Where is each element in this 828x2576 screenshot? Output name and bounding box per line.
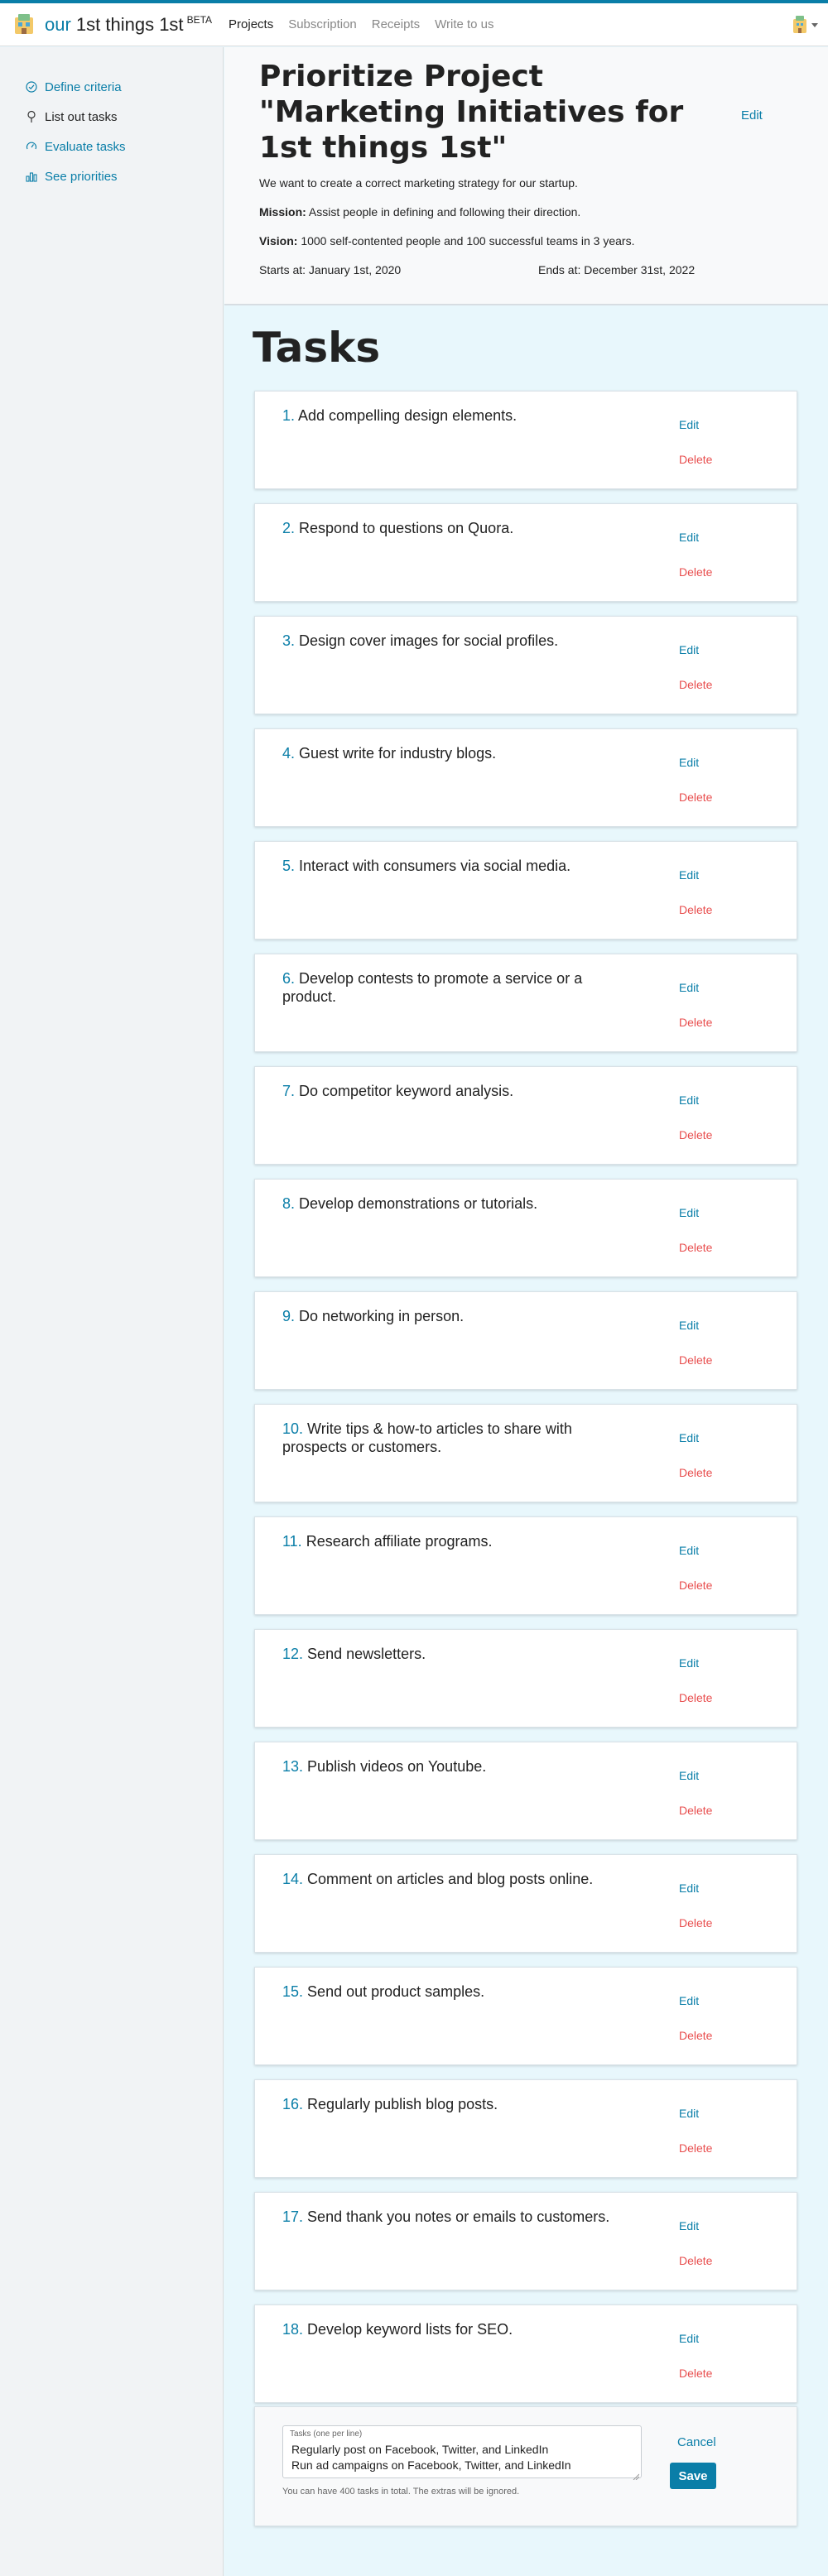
task-card <box>254 1854 797 1953</box>
navbar <box>0 3 828 46</box>
sidebar-item-label: Evaluate tasks <box>45 139 126 154</box>
delete-task-button[interactable]: Delete <box>679 791 713 804</box>
task-text <box>282 1194 638 1213</box>
edit-task-button[interactable]: Edit <box>679 2219 700 2232</box>
task-card <box>254 503 797 602</box>
edit-task-button[interactable]: Edit <box>679 868 700 882</box>
sidebar-nav <box>0 47 223 191</box>
vision-text: 1000 self-contented people and 100 successful teams in 3 years. <box>301 234 635 248</box>
sidebar-item-see-priorities[interactable] <box>25 161 223 191</box>
cancel-button[interactable]: Cancel <box>677 2435 716 2449</box>
task-card <box>254 391 797 489</box>
task-number: 14. <box>282 1871 304 1887</box>
task-text <box>282 632 638 650</box>
task-title: Send out product samples. <box>307 1983 485 2000</box>
task-number: 15. <box>282 1983 304 2000</box>
task-number: 2. <box>282 520 296 536</box>
task-number: 11. <box>282 1533 302 1550</box>
task-number: 3. <box>282 632 296 649</box>
task-text <box>282 2320 638 2338</box>
task-card <box>254 616 797 714</box>
brand-title: 1st things 1st <box>75 13 184 35</box>
project-header <box>224 47 828 305</box>
task-number: 12. <box>282 1646 304 1662</box>
task-card <box>254 1179 797 1277</box>
task-title: Regularly publish blog posts. <box>307 2096 498 2112</box>
task-title: Design cover images for social profiles. <box>299 632 559 649</box>
task-title: Comment on articles and blog posts online. <box>307 1871 594 1887</box>
task-text <box>282 1870 638 1888</box>
delete-task-button[interactable]: Delete <box>679 1241 713 1254</box>
vision-label: Vision: <box>259 234 298 248</box>
task-text <box>282 969 638 1006</box>
task-card <box>254 1967 797 2065</box>
task-card <box>254 2304 797 2403</box>
tasks-textarea-label: Tasks (one per line) <box>290 2429 363 2439</box>
project-start-date: Starts at: January 1st, 2020 <box>259 263 402 276</box>
edit-task-button[interactable]: Edit <box>679 1882 700 1895</box>
task-text <box>282 1420 638 1456</box>
sidebar <box>0 47 224 2576</box>
main-nav <box>229 17 509 31</box>
user-menu[interactable] <box>792 15 818 35</box>
edit-task-button[interactable]: Edit <box>679 2107 700 2120</box>
brand-prefix: our <box>45 13 71 35</box>
tasks-heading: Tasks <box>253 324 381 372</box>
save-button[interactable]: Save <box>670 2463 716 2489</box>
delete-task-button[interactable]: Delete <box>679 1691 713 1704</box>
mission-label: Mission: <box>259 205 306 219</box>
task-card <box>254 1742 797 1840</box>
nav-projects[interactable]: Projects <box>229 17 274 31</box>
brand-name <box>45 14 212 36</box>
edit-task-button[interactable]: Edit <box>679 1544 700 1557</box>
mission-text: Assist people in defining and following their direction. <box>308 205 581 219</box>
delete-task-button[interactable]: Delete <box>679 1016 713 1029</box>
task-title: Add compelling design elements. <box>298 407 518 424</box>
task-card <box>254 2192 797 2290</box>
delete-task-button[interactable]: Delete <box>679 678 713 691</box>
tasks-textarea[interactable] <box>282 2425 642 2478</box>
edit-task-button[interactable]: Edit <box>679 1206 700 1219</box>
task-number: 4. <box>282 745 296 762</box>
edit-task-button[interactable]: Edit <box>679 1431 700 1444</box>
task-list <box>254 391 797 2417</box>
delete-task-button[interactable]: Delete <box>679 1579 713 1592</box>
task-number: 1. <box>282 407 296 424</box>
delete-task-button[interactable]: Delete <box>679 453 713 466</box>
task-title: Interact with consumers via social media. <box>299 858 571 874</box>
sidebar-item-evaluate-tasks[interactable] <box>25 132 223 161</box>
add-tasks-form <box>254 2406 797 2526</box>
sidebar-item-label: List out tasks <box>45 109 118 124</box>
project-mission <box>259 205 580 219</box>
task-title: Respond to questions on Quora. <box>299 520 514 536</box>
task-number: 7. <box>282 1083 296 1099</box>
task-text <box>282 1757 638 1776</box>
delete-task-button[interactable]: Delete <box>679 565 713 579</box>
delete-task-button[interactable]: Delete <box>679 1353 713 1367</box>
edit-task-button[interactable]: Edit <box>679 2332 700 2345</box>
tasks-help-text: You can have 400 tasks in total. The extras will be ignored. <box>282 2487 520 2497</box>
edit-task-button[interactable]: Edit <box>679 1994 700 2007</box>
nav-subscription[interactable]: Subscription <box>288 17 357 31</box>
task-title: Send thank you notes or emails to customers. <box>307 2208 610 2225</box>
task-number: 8. <box>282 1195 296 1212</box>
task-text <box>282 1307 638 1325</box>
task-text <box>282 406 638 425</box>
delete-task-button[interactable]: Delete <box>679 903 713 916</box>
project-vision <box>259 234 634 248</box>
task-text <box>282 1982 638 2001</box>
sidebar-item-label: Define criteria <box>45 79 122 94</box>
task-card <box>254 2079 797 2178</box>
task-text <box>282 1645 638 1663</box>
delete-task-button[interactable]: Delete <box>679 1804 713 1817</box>
project-title: Prioritize Project "Marketing Initiatives for 1st things 1st" <box>259 60 684 165</box>
delete-task-button[interactable]: Delete <box>679 1916 713 1930</box>
delete-task-button[interactable]: Delete <box>679 2029 713 2042</box>
task-card <box>254 841 797 940</box>
task-number: 18. <box>282 2321 304 2338</box>
edit-task-button[interactable]: Edit <box>679 756 700 769</box>
task-text <box>282 2095 638 2113</box>
delete-task-button[interactable]: Delete <box>679 2254 713 2267</box>
edit-task-button[interactable]: Edit <box>679 1769 700 1782</box>
sidebar-item-define-criteria[interactable] <box>25 72 223 102</box>
resize-handle-icon[interactable] <box>633 2469 639 2476</box>
task-number: 17. <box>282 2208 304 2225</box>
task-number: 13. <box>282 1758 304 1775</box>
task-title: Publish videos on Youtube. <box>307 1758 487 1775</box>
task-card <box>254 954 797 1052</box>
task-text <box>282 744 638 762</box>
task-number: 6. <box>282 970 296 987</box>
edit-task-button[interactable]: Edit <box>679 1093 700 1107</box>
sidebar-item-list-out-tasks[interactable] <box>25 102 223 132</box>
task-card <box>254 1516 797 1615</box>
avatar-icon <box>792 15 808 35</box>
edit-task-button[interactable]: Edit <box>679 1656 700 1670</box>
task-title: Guest write for industry blogs. <box>299 745 497 762</box>
project-end-date: Ends at: December 31st, 2022 <box>538 263 696 276</box>
task-title: Do competitor keyword analysis. <box>299 1083 514 1099</box>
task-title: Research affiliate programs. <box>306 1533 493 1550</box>
task-title: Write tips & how-to articles to share with prospects or customers. <box>282 1420 572 1455</box>
check-circle-icon <box>25 80 38 94</box>
task-card <box>254 1404 797 1502</box>
edit-task-button[interactable]: Edit <box>679 981 700 994</box>
project-description: We want to create a correct marketing strategy for our startup. <box>259 176 578 190</box>
beta-badge: BETA <box>186 14 213 26</box>
task-text <box>282 1082 638 1100</box>
task-title: Develop contests to promote a service or a product. <box>282 970 583 1005</box>
task-title: Develop demonstrations or tutorials. <box>299 1195 538 1212</box>
gauge-icon <box>25 140 38 153</box>
task-number: 10. <box>282 1420 304 1437</box>
task-title: Develop keyword lists for SEO. <box>307 2321 513 2338</box>
edit-task-button[interactable]: Edit <box>679 418 700 431</box>
task-text <box>282 519 638 537</box>
task-number: 9. <box>282 1308 296 1324</box>
tasks-textarea-value[interactable]: Regularly post on Facebook, Twitter, and LinkedIn Run ad campaigns on Facebook, Twitter, and LinkedIn <box>291 2443 571 2472</box>
delete-task-button[interactable]: Delete <box>679 1466 713 1479</box>
edit-task-button[interactable]: Edit <box>679 643 700 656</box>
task-card <box>254 1066 797 1165</box>
edit-project-button[interactable]: Edit <box>741 108 763 123</box>
delete-task-button[interactable]: Delete <box>679 1128 713 1141</box>
task-text <box>282 857 638 875</box>
task-card <box>254 728 797 827</box>
task-number: 16. <box>282 2096 304 2112</box>
task-card <box>254 1291 797 1390</box>
task-text <box>282 2208 638 2226</box>
edit-task-button[interactable]: Edit <box>679 531 700 544</box>
delete-task-button[interactable]: Delete <box>679 2367 713 2380</box>
bar-chart-icon <box>25 170 38 183</box>
brand[interactable] <box>12 12 212 37</box>
task-title: Send newsletters. <box>307 1646 426 1662</box>
task-text <box>282 1532 638 1550</box>
task-title: Do networking in person. <box>299 1308 465 1324</box>
nav-write-to-us[interactable]: Write to us <box>435 17 494 31</box>
edit-task-button[interactable]: Edit <box>679 1319 700 1332</box>
delete-task-button[interactable]: Delete <box>679 2141 713 2155</box>
chevron-down-icon <box>811 23 818 27</box>
task-card <box>254 1629 797 1728</box>
logo-icon <box>12 12 36 37</box>
nav-receipts[interactable]: Receipts <box>371 17 421 31</box>
task-number: 5. <box>282 858 296 874</box>
sidebar-item-label: See priorities <box>45 169 118 184</box>
pin-icon <box>25 110 38 123</box>
